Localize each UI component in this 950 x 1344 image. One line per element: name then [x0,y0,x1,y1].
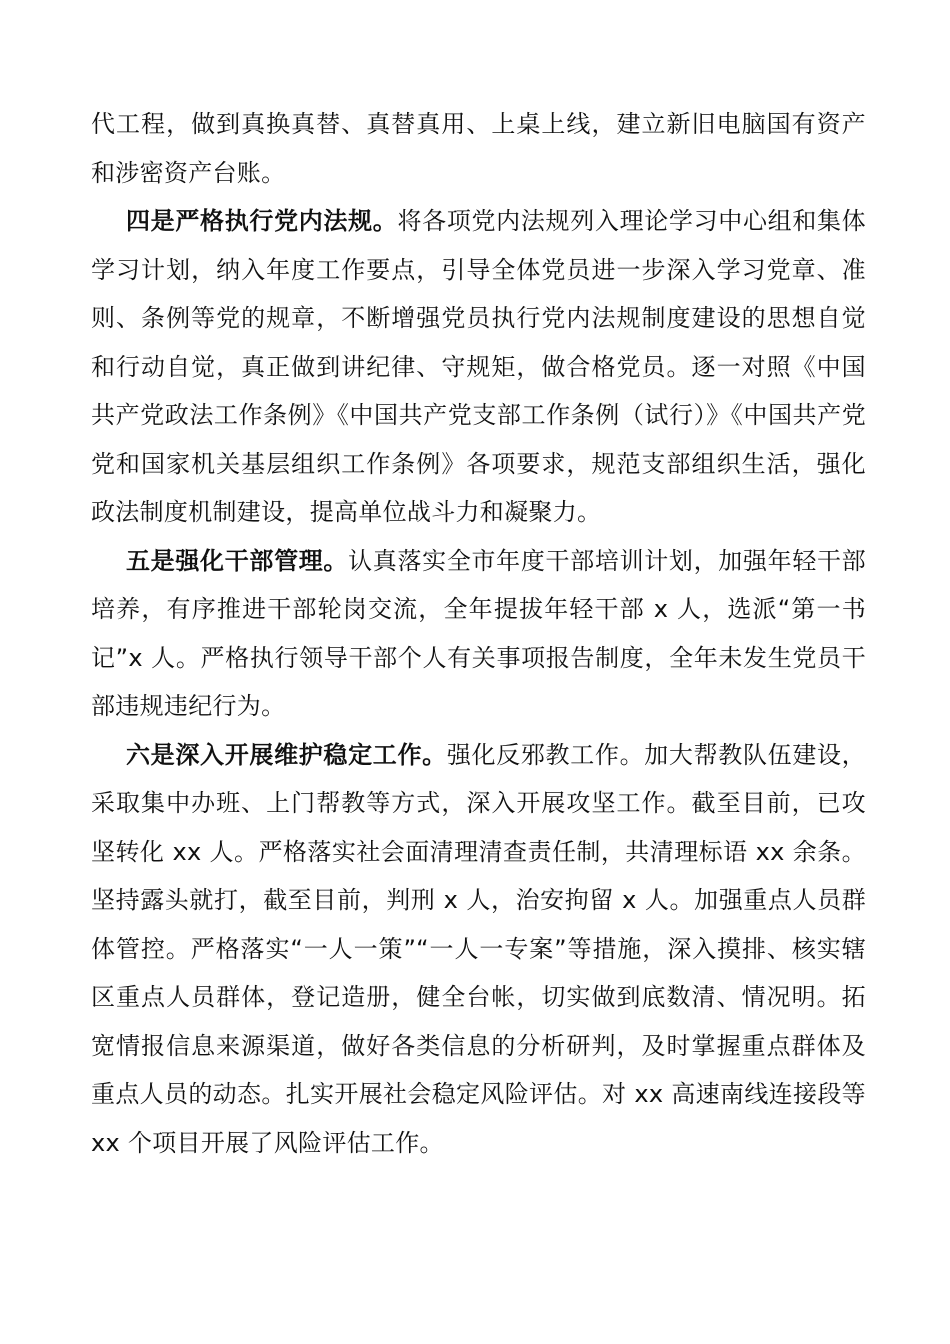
paragraph-cadre-management [91,537,866,731]
paragraph-text: 认真落实全市年度干部培训计划，加强年轻干部培养，有序推进干部轮岗交流，全年提拔年轻干部 x 人，选派“第一书记”x 人。严格执行领导干部个人有关事项报告制度，全年未发生党员干部违规违纪行为。 [91,546,866,720]
paragraph-text: 代工程，做到真换真替、真替真用、上桌上线，建立新旧电脑国有资产和涉密资产台账。 [91,110,866,187]
paragraph-text: 将各项党内法规列入理论学习中心组和集体学习计划，纳入年度工作要点，引导全体党员进一步深入学习党章、准则、条例等党的规章，不断增强党员执行党内法规制度建设的思想自觉和行动自觉，真正做到讲纪律、守规矩，做合格党员。逐一对照《中国共产党政法工作条例》《中国共产党支部工作条例（试行）》《中国共产党党和国家机关基层组织工作条例》各项要求，规范支部组织生活，强化政法制度机制建设，提高单位战斗力和凝聚力。 [91,207,866,526]
paragraph-party-regulations [91,197,866,537]
paragraph-heading: 五是强化干部管理。 [126,546,349,575]
paragraph-heading: 四是严格执行党内法规。 [126,207,398,235]
document-body [91,100,866,1167]
paragraph-heading: 六是深入开展维护稳定工作。 [126,740,447,769]
paragraph-continuation [91,100,866,197]
paragraph-stability-work [91,731,866,1168]
paragraph-text: 强化反邪教工作。加大帮教队伍建设，采取集中办班、上门帮教等方式，深入开展攻坚工作。截至目前，已攻坚转化 xx 人。严格落实社会面清理清查责任制，共清理标语 xx 余条。坚持露头就打，截至目前，判刑 x 人，治安拘留 x 人。加强重点人员群体管控。严格落实“一人一策”“一人一专案”等措施，深入摸排、核实辖区重点人员群体，登记造册，健全台帐，切实做到底数清、情况明。拓宽情报信息来源渠道，做好各类信息的分析研判，及时掌握重点群体及重点人员的动态。扎实开展社会稳定风险评估。对 xx 高速南线连接段等 xx 个项目开展了风险评估工作。 [91,740,866,1157]
